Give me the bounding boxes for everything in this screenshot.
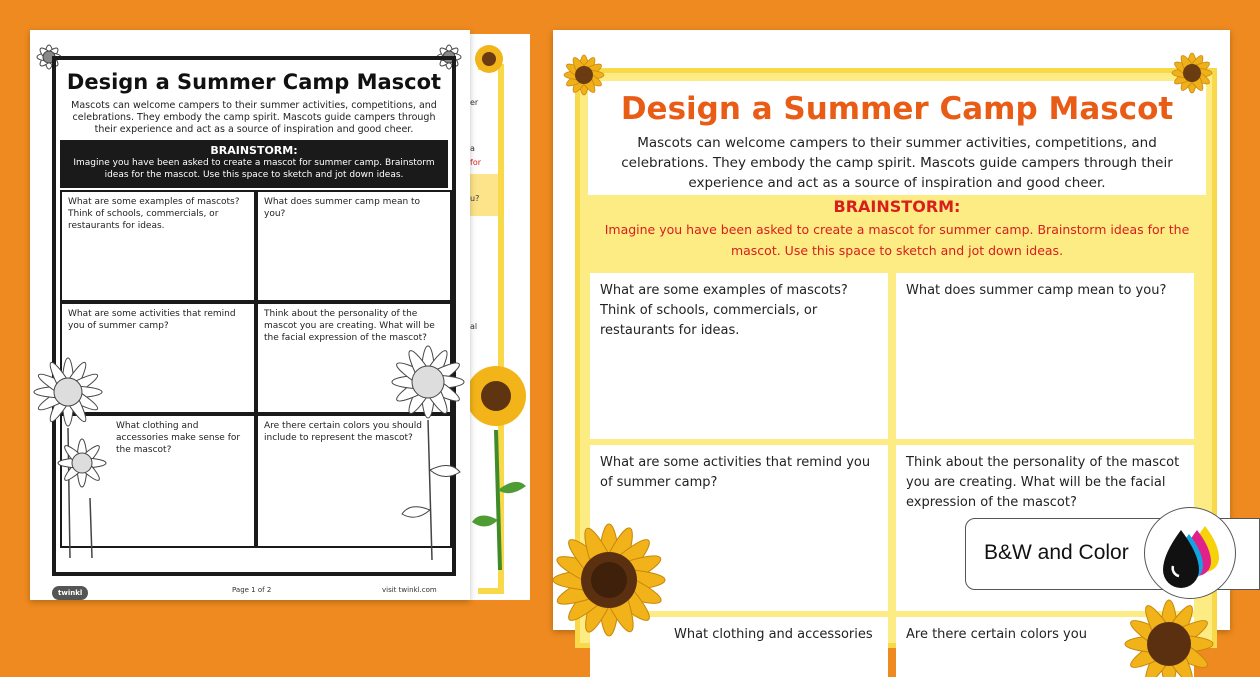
back-page-stub: al xyxy=(470,322,478,331)
sunflower-icon xyxy=(1169,50,1215,96)
brainstorm-heading: BRAINSTORM: xyxy=(833,197,961,216)
badge-label: B&W and Color xyxy=(984,541,1129,564)
bw-worksheet-page xyxy=(30,30,470,600)
brainstorm-heading: BRAINSTORM: xyxy=(210,144,298,157)
prompt-cell: What clothing and accessories xyxy=(590,617,888,677)
prompt-cell: Are there certain colors you should include to represent the mascot? xyxy=(256,414,452,548)
prompt-cell: What are some activities that remind you of summer camp? xyxy=(590,445,888,611)
back-page-stub: u? xyxy=(470,194,480,203)
prompt-cell: What clothing and accessories make sense for the mascot? xyxy=(60,414,256,548)
bw-and-color-badge xyxy=(965,518,1260,590)
prompt-cell: What are some examples of mascots? Think of schools, commercials, or restaurants for ideas. xyxy=(590,273,888,439)
back-page-stub: for xyxy=(470,158,481,167)
sunflower-icon xyxy=(472,42,506,76)
sunflower-icon xyxy=(561,52,607,98)
page-title: Design a Summer Camp Mascot xyxy=(66,70,442,94)
brainstorm-banner xyxy=(588,197,1206,261)
prompt-cell: What does summer camp mean to you? xyxy=(896,273,1194,439)
prompt-cell: Think about the personality of the mascot you are creating. What will be the facial expression of the mascot? xyxy=(896,445,1194,611)
brainstorm-text: Imagine you have been asked to create a mascot for summer camp. Brainstorm ideas for the mascot. Use this space to sketch and jot down ideas. xyxy=(73,158,435,180)
intro-text: Mascots can welcome campers to their summer activities, competitions, and celebrations. They embody the camp spirit. Mascots guide campers through their experience and act as a source of inspiration and good cheer. xyxy=(71,100,437,135)
ink-drops-circle xyxy=(1144,507,1236,599)
intro-text: Mascots can welcome campers to their summer activities, competitions, and celebrations. They embody the camp spirit. Mascots guide campers through their experience and act as a source of inspiration and good cheer. xyxy=(621,135,1173,191)
prompt-cell: What are some activities that remind you of summer camp? xyxy=(60,302,256,414)
prompt-cell: What does summer camp mean to you? xyxy=(256,190,452,302)
prompt-cell: What are some examples of mascots? Think of schools, commercials, or restaurants for ideas. xyxy=(60,190,256,302)
back-page xyxy=(470,34,530,600)
sunflower-outline-plant-icon xyxy=(30,348,116,558)
page-number: Page 1 of 2 xyxy=(232,586,272,594)
back-page-stub: a xyxy=(470,144,475,153)
sunflower-icon xyxy=(547,516,675,630)
prompt-cell: Think about the personality of the mascot you are creating. What will be the facial expression of the mascot? xyxy=(256,302,452,414)
sunflower-outline-plant-icon xyxy=(386,340,470,560)
site-link: visit twinkl.com xyxy=(382,586,437,594)
brainstorm-text: Imagine you have been asked to create a mascot for summer camp. Brainstorm ideas for the mascot. Use this space to sketch and jot down ideas. xyxy=(604,222,1190,258)
sunflower-icon xyxy=(1109,596,1219,636)
ink-drops-icon xyxy=(1145,508,1237,600)
sunflower-plant-icon xyxy=(462,350,530,570)
prompt-cell: Are there certain colors you xyxy=(896,617,1194,677)
page-title: Design a Summer Camp Mascot xyxy=(620,91,1174,127)
back-page-stub: er xyxy=(470,98,479,107)
twinkl-logo: twinkl xyxy=(52,586,88,600)
brainstorm-banner xyxy=(60,140,448,188)
page-footer xyxy=(52,582,448,600)
header-panel xyxy=(588,81,1206,195)
